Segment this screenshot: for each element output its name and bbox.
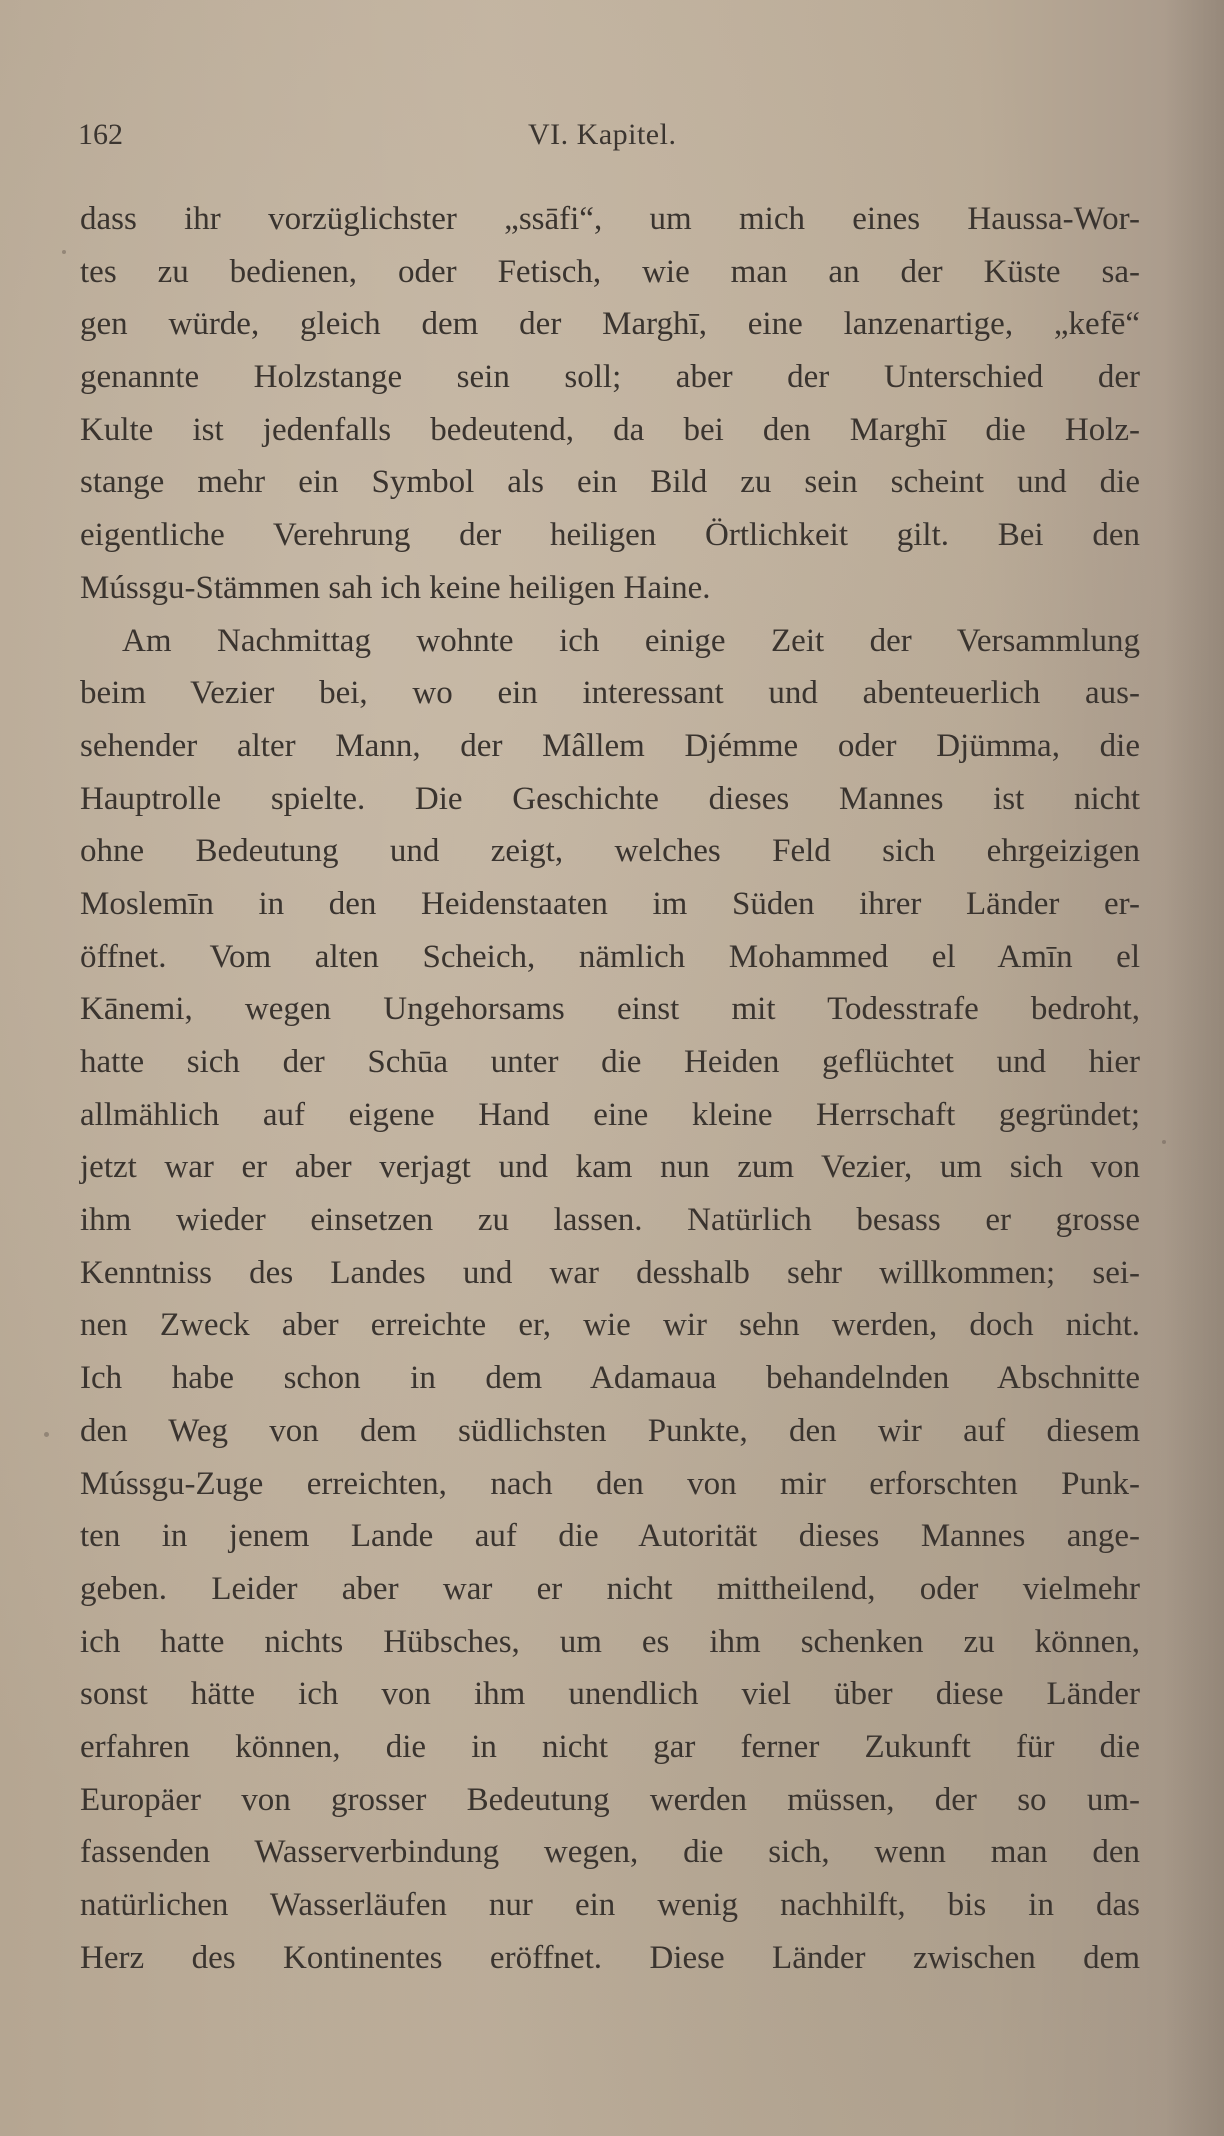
text-line: sehender alter Mann, der Mâllem Djémme oder Djümma, die <box>80 727 1140 764</box>
paper-speck <box>44 1432 49 1437</box>
text-line: sonst hätte ich von ihm unendlich viel über diese Länder <box>80 1676 1140 1713</box>
text-line: genannte Holzstange sein soll; aber der Unterschied der <box>80 359 1140 396</box>
text-line: Herz des Kontinentes eröffnet. Diese Länder zwischen dem <box>80 1939 1140 1976</box>
body-text <box>80 193 1140 1984</box>
running-head: VI. Kapitel. <box>528 118 677 151</box>
text-line: ihm wieder einsetzen zu lassen. Natürlich besass er grosse <box>80 1202 1140 1239</box>
paper-speck <box>62 250 66 254</box>
text-line: Europäer von grosser Bedeutung werden müssen, der so um- <box>80 1781 1140 1818</box>
text-line: nen Zweck aber erreichte er, wie wir sehn werden, doch nicht. <box>80 1307 1140 1344</box>
text-line: eigentliche Verehrung der heiligen Örtlichkeit gilt. Bei den <box>80 517 1140 554</box>
text-line: ohne Bedeutung und zeigt, welches Feld sich ehrgeizigen <box>80 833 1140 870</box>
text-line: Mússgu-Stämmen sah ich keine heiligen Haine. <box>80 569 711 606</box>
text-line: natürlichen Wasserläufen nur ein wenig nachhilft, bis in das <box>80 1887 1140 1923</box>
text-line: tes zu bedienen, oder Fetisch, wie man an der Küste sa- <box>80 253 1140 290</box>
text-line: hatte sich der Schūa unter die Heiden geflüchtet und hier <box>80 1044 1140 1080</box>
text-line: stange mehr ein Symbol als ein Bild zu sein scheint und die <box>80 464 1140 501</box>
text-line: Kenntniss des Landes und war desshalb sehr willkommen; sei- <box>80 1254 1140 1291</box>
page-number: 162 <box>78 118 123 151</box>
text-line: ten in jenem Lande auf die Autorität dieses Mannes ange- <box>80 1518 1140 1555</box>
text-line: Mússgu-Zuge erreichten, nach den von mir erforschten Punk- <box>80 1465 1140 1502</box>
page-edge-shadow <box>1164 0 1224 2136</box>
page-header <box>78 118 1138 158</box>
text-line: ich hatte nichts Hübsches, um es ihm schenken zu können, <box>80 1623 1140 1660</box>
text-line: den Weg von dem südlichsten Punkte, den wir auf diesem <box>80 1412 1140 1449</box>
text-line: beim Vezier bei, wo ein interessant und abenteuerlich aus- <box>80 675 1140 712</box>
text-line: allmählich auf eigene Hand eine kleine Herrschaft gegründet; <box>80 1096 1140 1133</box>
text-line: geben. Leider aber war er nicht mittheilend, oder vielmehr <box>80 1570 1140 1607</box>
text-line: öffnet. Vom alten Scheich, nämlich Mohammed el Amīn el <box>80 938 1140 975</box>
text-line: Am Nachmittag wohnte ich einige Zeit der Versammlung <box>122 622 1140 659</box>
text-line: jetzt war er aber verjagt und kam nun zum Vezier, um sich von <box>80 1149 1140 1186</box>
text-line: gen würde, gleich dem der Marghī, eine lanzenartige, „kefē“ <box>80 306 1140 343</box>
text-line: dass ihr vorzüglichster „ssāfi“, um mich eines Haussa-Wor- <box>80 201 1140 237</box>
text-line: Hauptrolle spielte. Die Geschichte dieses Mannes ist nicht <box>80 780 1140 817</box>
text-line: Ich habe schon in dem Adamaua behandelnden Abschnitte <box>80 1360 1140 1397</box>
text-line: erfahren können, die in nicht gar ferner Zukunft für die <box>80 1728 1140 1765</box>
text-line: Kulte ist jedenfalls bedeutend, da bei den Marghī die Holz- <box>80 411 1140 448</box>
text-line: Kānemi, wegen Ungehorsams einst mit Todesstrafe bedroht, <box>80 991 1140 1028</box>
paper-speck <box>1162 1140 1166 1144</box>
text-line: fassenden Wasserverbindung wegen, die sich, wenn man den <box>80 1834 1140 1871</box>
text-line: Moslemīn in den Heidenstaaten im Süden ihrer Länder er- <box>80 885 1140 922</box>
